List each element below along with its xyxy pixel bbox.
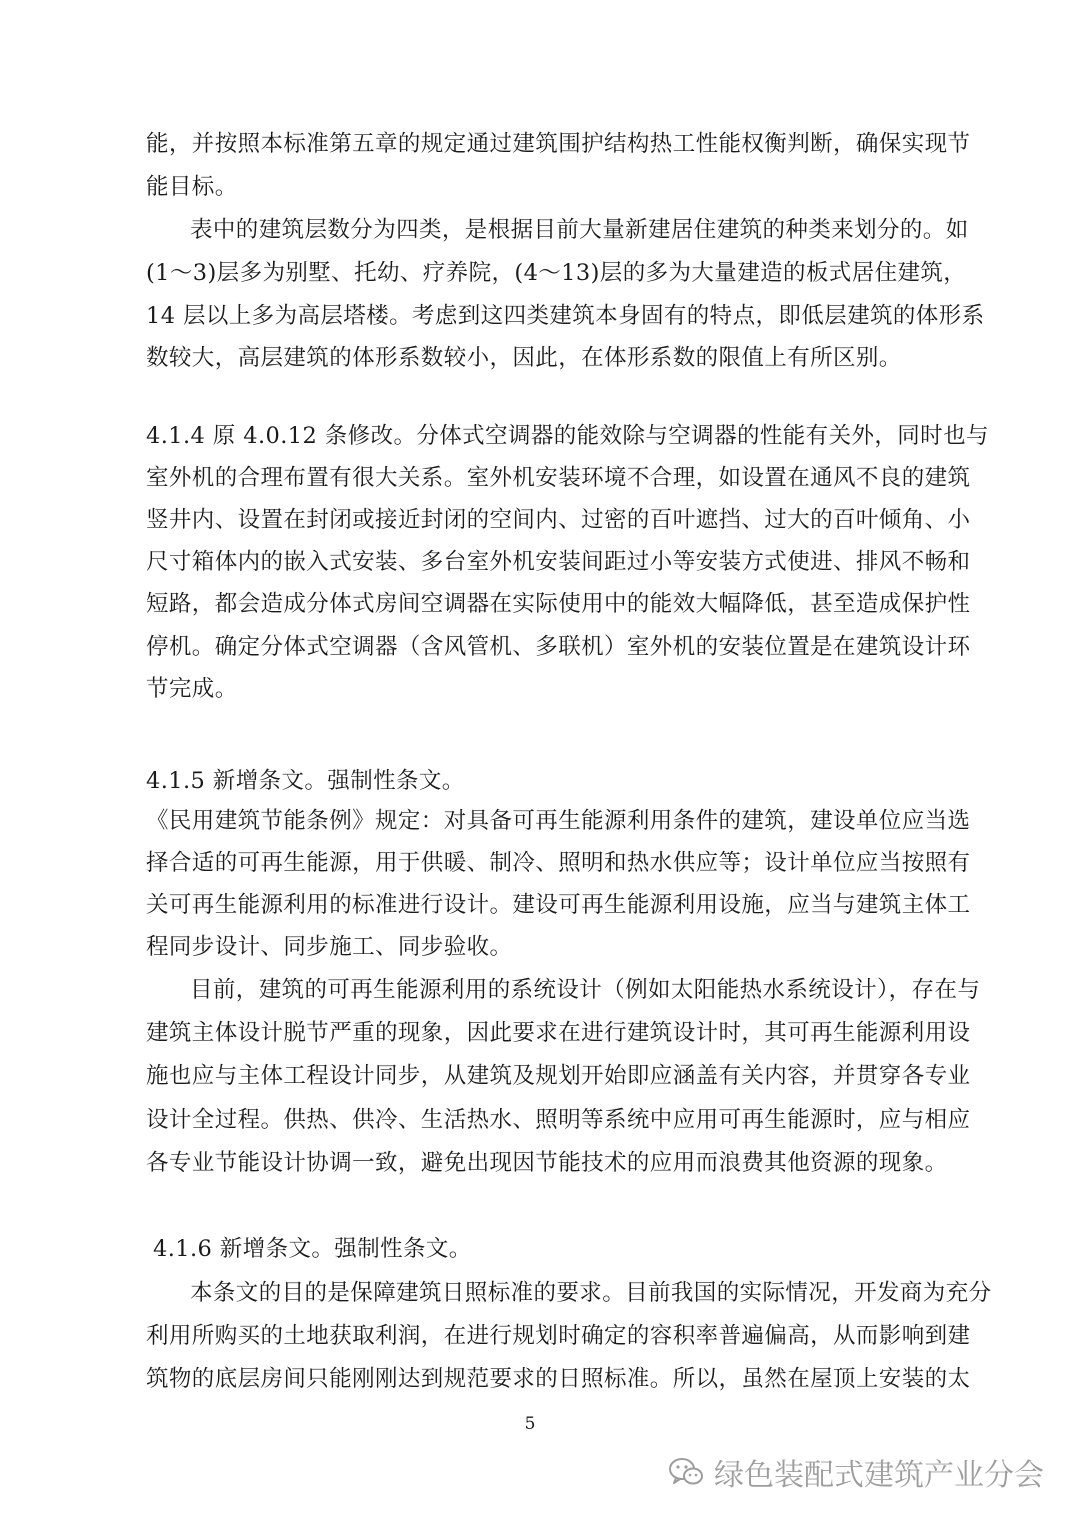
text-line: 竖井内、设置在封闭或接近封闭的空间内、过密的百叶遮挡、过大的百叶倾角、小 [146,507,971,533]
section-heading-4-1-5: 4.1.5 新增条文。强制性条文。 [146,768,465,794]
text-line: 室外机的合理布置有很大关系。室外机安装环境不合理，如设置在通风不良的建筑 [146,465,971,491]
text-line: 《民用建筑节能条例》规定：对具备可再生能源利用条件的建筑，建设单位应当选 [146,808,971,834]
text-line: 择合适的可再生能源，用于供暖、制冷、照明和热水供应等；设计单位应当按照有 [146,850,971,876]
text-line: 建筑主体设计脱节严重的现象，因此要求在进行建筑设计时，其可再生能源利用设 [146,1020,971,1046]
section-heading-4-1-4: 4.1.4 原 4.0.12 条修改。分体式空调器的能效除与空调器的性能有关外，同时也与 [146,423,989,449]
text-line: 短路，都会造成分体式房间空调器在实际使用中的能效大幅降低，甚至造成保护性 [146,591,971,617]
text-line: 关可再生能源利用的标准进行设计。建设可再生能源利用设施，应当与建筑主体工 [146,892,971,918]
page-number: 5 [524,1414,536,1434]
text-line: 本条文的目的是保障建筑日照标准的要求。目前我国的实际情况，开发商为充分 [190,1280,992,1306]
text-line: 利用所购买的土地获取利润，在进行规划时确定的容积率普遍偏高，从而影响到建 [146,1323,971,1349]
watermark-text: 绿色装配式建筑产业分会 [714,1458,1044,1493]
text-line: (1～3)层多为别墅、托幼、疗养院，(4～13)层的多为大量建造的板式居住建筑， [146,260,967,286]
text-line: 筑物的底层房间只能刚刚达到规范要求的日照标准。所以，虽然在屋顶上安装的太 [146,1366,971,1392]
text-line: 目前，建筑的可再生能源利用的系统设计（例如太阳能热水系统设计），存在与 [190,977,981,1003]
text-line: 能目标。 [146,174,238,200]
wechat-icon [668,1456,704,1488]
text-line: 施也应与主体工程设计同步，从建筑及规划开始即应涵盖有关内容，并贯穿各专业 [146,1063,971,1089]
text-line: 14 层以上多为高层塔楼。考虑到这四类建筑本身固有的特点，即低层建筑的体形系 [146,303,985,329]
text-line: 停机。确定分体式空调器（含风管机、多联机）室外机的安装位置是在建筑设计环 [146,634,971,660]
text-line: 能，并按照本标准第五章的规定通过建筑围护结构热工性能权衡判断，确保实现节 [146,131,971,157]
text-line: 表中的建筑层数分为四类，是根据目前大量新建居住建筑的种类来划分的。如 [190,217,969,243]
text-line: 程同步设计、同步施工、同步验收。 [146,934,513,960]
watermark [668,1452,1044,1492]
text-line: 尺寸箱体内的嵌入式安装、多台室外机安装间距过小等安装方式使进、排风不畅和 [146,549,971,575]
section-heading-4-1-6: 4.1.6 新增条文。强制性条文。 [153,1236,472,1262]
text-line: 设计全过程。供热、供冷、生活热水、照明等系统中应用可再生能源时，应与相应 [146,1107,971,1133]
text-line: 数较大，高层建筑的体形系数较小，因此，在体形系数的限值上有所区别。 [146,345,902,371]
text-line: 节完成。 [146,676,238,702]
text-line: 各专业节能设计协调一致，避免出现因节能技术的应用而浪费其他资源的现象。 [146,1150,948,1176]
